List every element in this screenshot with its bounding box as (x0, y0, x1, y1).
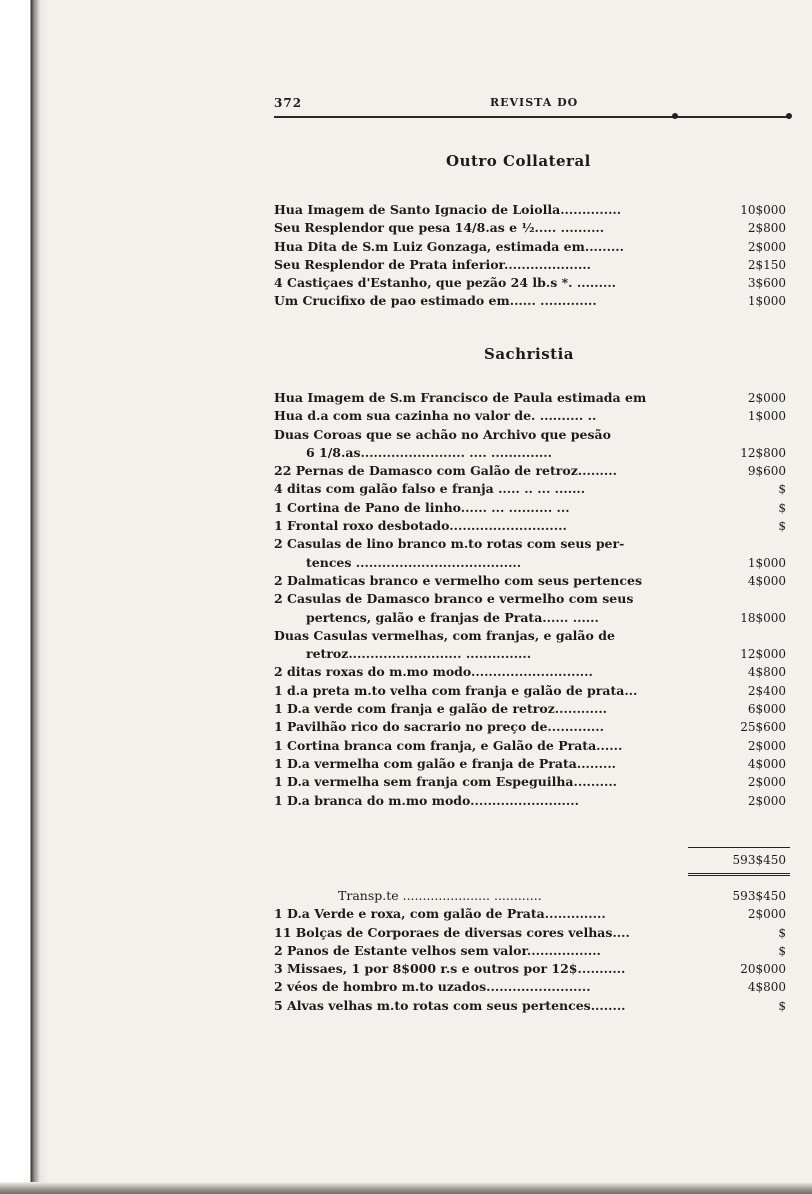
inventory-row (274, 201, 802, 219)
item-description: 11 Bolças de Corporaes de diversas cores velhas.... (274, 924, 630, 940)
inventory-row (274, 997, 802, 1015)
item-value: 2$000 (747, 738, 786, 753)
item-description: 2 Casulas de lino branco m.to rotas com seus per- (274, 536, 625, 552)
item-description: 1 D.a Verde e roxa, com galão de Prata.............. (274, 906, 606, 922)
inventory-row (274, 627, 802, 645)
item-description: 1 D.a verde com franja e galão de retroz............ (274, 701, 608, 717)
item-description: Um Crucifixo de pao estimado em...... ............. (274, 293, 597, 309)
item-description: 2 Panos de Estante velhos sem valor................. (274, 942, 601, 958)
item-description: 22 Pernas de Damasco com Galão de retroz......... (274, 463, 617, 479)
inventory-row (274, 407, 802, 425)
item-description: 4 Castiçaes d'Estanho, que pezão 24 lb.s *. ......... (274, 275, 617, 291)
book-binding-edge (0, 0, 48, 1194)
item-description: tences ...................................... (306, 554, 522, 570)
item-value: 9$600 (747, 464, 786, 479)
item-description: 6 1/8.as........................ .... .............. (306, 444, 552, 460)
item-description: 1 D.a vermelha com galão e franja de Prata......... (274, 755, 617, 771)
header-rule (274, 116, 790, 118)
item-value: 2$000 (747, 793, 786, 808)
subtotal-double-rule (688, 873, 790, 876)
rule-ornament (672, 113, 678, 119)
item-description: 1 D.a vermelha sem franja com Espeguilha.......... (274, 774, 618, 790)
inventory-row (274, 274, 802, 292)
inventory-row (274, 426, 802, 444)
inventory-row (274, 219, 802, 237)
item-value: $ (778, 519, 786, 534)
item-description: Seu Resplendor que pesa 14/8.as e ½..... .......... (274, 220, 605, 236)
item-value: 2$150 (747, 257, 786, 272)
inventory-row (274, 256, 802, 274)
transport-value: 593$450 (732, 889, 786, 903)
page-header (274, 96, 794, 114)
inventory-row (274, 238, 802, 256)
item-description: Hua d.a com sua cazinha no valor de. .......... .. (274, 408, 597, 424)
item-value: $ (778, 500, 786, 515)
item-value: 10$000 (740, 203, 786, 217)
item-value: $ (778, 943, 786, 958)
transport-label: Transp.te ...................... ............ (338, 888, 542, 903)
item-value: 1$000 (747, 555, 786, 570)
item-value: $ (778, 998, 786, 1013)
item-description: 2 Casulas de Damasco branco e vermelho com seus (274, 591, 634, 607)
section-title-sachristia: Sachristia (484, 345, 574, 363)
inventory-row (274, 499, 802, 517)
item-description: 4 ditas com galão falso e franja ..... .. ... ....... (274, 481, 586, 497)
running-title: REVISTA DO (490, 96, 579, 109)
item-value: 4$800 (747, 980, 786, 995)
item-description: 1 d.a preta m.to velha com franja e galão de prata... (274, 682, 638, 698)
subtotal-rule (688, 847, 790, 848)
inventory-row (274, 609, 802, 627)
inventory-row (274, 292, 802, 310)
item-value: 12$800 (740, 445, 786, 460)
inventory-row (274, 462, 802, 480)
item-value: 2$000 (747, 907, 786, 922)
inventory-row (274, 554, 802, 572)
page-number: 372 (274, 96, 303, 110)
item-description: 1 Frontal roxo desbotado........................... (274, 518, 567, 534)
item-description: 1 D.a branca do m.mo modo......................... (274, 792, 579, 808)
inventory-row (274, 960, 802, 978)
inventory-row (274, 444, 802, 462)
item-value: 4$800 (747, 665, 786, 680)
inventory-row (274, 389, 802, 407)
inventory-list-outro-collateral (274, 201, 802, 311)
item-value: 1$000 (747, 409, 786, 424)
inventory-row (274, 773, 802, 791)
inventory-row (274, 755, 802, 773)
inventory-row (274, 590, 802, 608)
item-value: 2$400 (747, 683, 786, 698)
item-description: Hua Imagem de Santo Ignacio de Loiolla.............. (274, 202, 622, 217)
inventory-row (274, 905, 802, 923)
item-value: 3$600 (747, 276, 786, 291)
item-description: 2 ditas roxas do m.mo modo............................ (274, 664, 593, 680)
inventory-row (274, 700, 802, 718)
item-description: 1 Cortina de Pano de linho...... ... .......... ... (274, 499, 570, 515)
item-description: Hua Imagem de S.m Francisco de Paula estimada em (274, 390, 647, 405)
item-value: $ (778, 482, 786, 497)
item-value: 1$000 (747, 294, 786, 309)
item-description: 3 Missaes, 1 por 8$000 r.s e outros por 12$........... (274, 961, 626, 977)
page-bottom-shadow (0, 1182, 812, 1194)
item-value: 2$800 (747, 221, 786, 236)
item-value: 20$000 (740, 962, 786, 977)
item-description: Hua Dita de S.m Luiz Gonzaga, estimada em......... (274, 238, 625, 254)
inventory-row (274, 645, 802, 663)
inventory-list-continued (274, 887, 802, 1015)
item-description: retroz.......................... ............... (306, 646, 532, 662)
transport-row (274, 887, 802, 905)
inventory-row (274, 480, 802, 498)
item-description: Seu Resplendor de Prata inferior.................... (274, 256, 592, 272)
inventory-row (274, 792, 802, 810)
inventory-row (274, 718, 802, 736)
item-description: 2 Dalmaticas branco e vermelho com seus pertences (274, 572, 642, 588)
item-description: pertencs, galão e franjas de Prata...... ...... (306, 609, 599, 625)
section-title-outro-collateral: Outro Collateral (446, 152, 591, 170)
inventory-row (274, 517, 802, 535)
item-value: 18$000 (740, 610, 786, 625)
inventory-row (274, 663, 802, 681)
item-description: 1 Pavilhão rico do sacrario no preço de............. (274, 719, 604, 735)
item-value: 6$000 (747, 702, 786, 717)
inventory-row (274, 942, 802, 960)
item-value: 2$000 (747, 391, 786, 405)
item-value: 4$000 (747, 756, 786, 771)
item-description: 2 véos de hombro m.to uzados........................ (274, 979, 591, 995)
inventory-row (274, 572, 802, 590)
inventory-list-sachristia (274, 389, 802, 810)
item-description: Duas Coroas que se achão no Archivo que pesão (274, 426, 611, 442)
item-value: 2$000 (747, 775, 786, 790)
item-description: 1 Cortina branca com franja, e Galão de Prata...... (274, 737, 623, 753)
inventory-row (274, 978, 802, 996)
rule-ornament (786, 113, 792, 119)
inventory-row (274, 535, 802, 553)
inventory-row (274, 682, 802, 700)
item-value: 12$000 (740, 647, 786, 662)
item-value: 4$000 (747, 573, 786, 588)
item-description: Duas Casulas vermelhas, com franjas, e galão de (274, 627, 615, 643)
item-value: 25$600 (740, 720, 786, 735)
subtotal-value: 593$450 (732, 853, 786, 867)
item-description: 5 Alvas velhas m.to rotas com seus pertences........ (274, 997, 626, 1013)
item-value: $ (778, 925, 786, 940)
inventory-row (274, 924, 802, 942)
inventory-row (274, 737, 802, 755)
item-value: 2$000 (747, 239, 786, 254)
